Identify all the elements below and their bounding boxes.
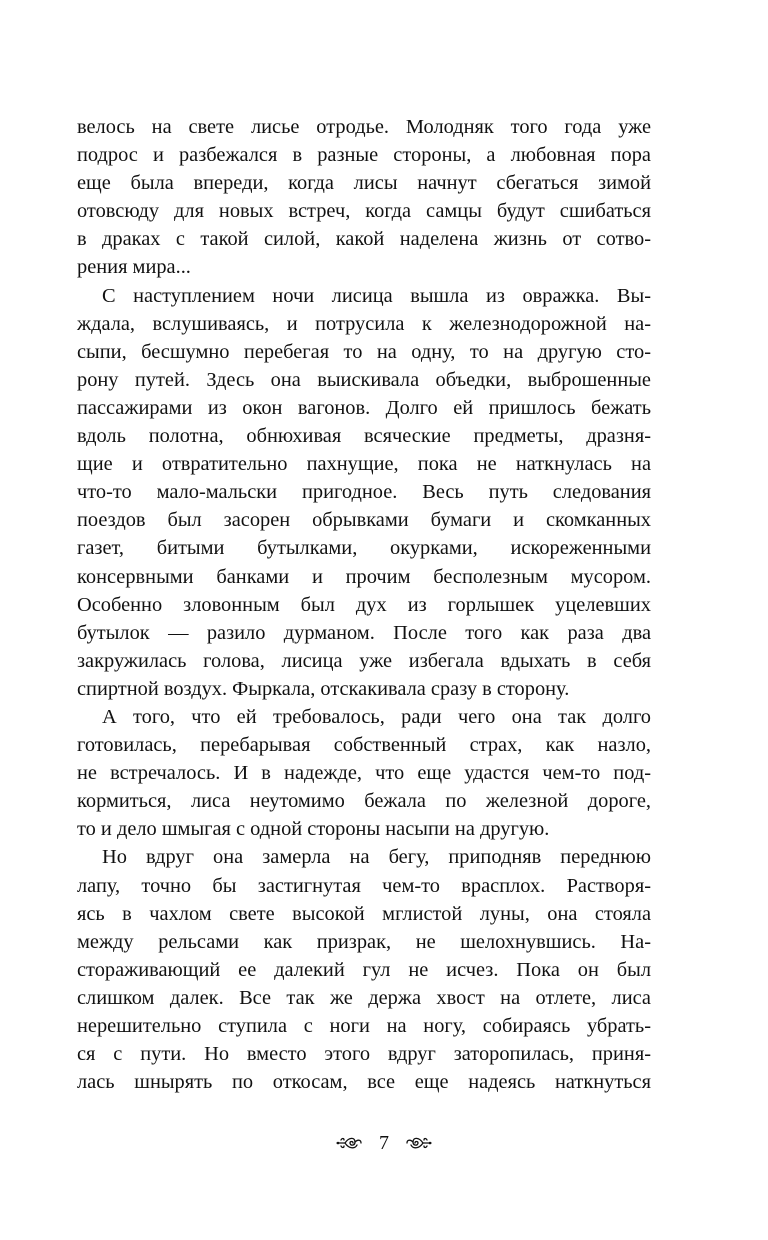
text-line: кормиться, лиса неутомимо бежала по железной дороге, — [77, 790, 651, 813]
text-line: С наступлением ночи лисица вышла из овражка. Вы- — [102, 284, 651, 307]
text-line: что-то мало-мальски пригодное. Весь путь следования — [77, 481, 651, 504]
text-line: газет, битыми бутылками, окурками, искореженными — [77, 537, 651, 560]
page-footer — [0, 1128, 768, 1158]
text-line: вдоль полотна, обнюхивая всяческие предметы, дразня- — [77, 425, 651, 448]
text-line: рения мира... — [77, 256, 191, 279]
text-line: ясь в чахлом свете высокой мглистой луны, она стояла — [77, 902, 651, 925]
text-line: между рельсами как призрак, не шелохнувшись. На- — [77, 930, 651, 953]
text-line: то и дело шмыгая с одной стороны насыпи на другую. — [77, 818, 550, 841]
text-line: не встречалось. И в надежде, что еще удастся чем-то под- — [77, 762, 651, 785]
text-line: отовсюду для новых встреч, когда самцы будут сшибаться — [77, 200, 651, 223]
text-line: бутылок — разило дурманом. После того как раза два — [77, 621, 651, 644]
text-line: поездов был засорен обрывками бумаги и скомканных — [77, 509, 651, 532]
text-line: сыпи, бесшумно перебегая то на одну, то на другую сто- — [77, 340, 651, 363]
text-line: готовилась, перебарывая собственный страх, как назло, — [77, 734, 651, 757]
text-line: подрос и разбежался в разные стороны, а любовная пора — [77, 144, 651, 167]
body-text — [77, 113, 651, 1096]
text-line: слишком далек. Все так же держа хвост на отлете, лиса — [77, 986, 651, 1009]
scroll-ornament-icon — [405, 1132, 433, 1154]
text-line: рону путей. Здесь она выискивала объедки, выброшенные — [77, 368, 651, 391]
text-line: закружилась голова, лисица уже избегала вдыхать в себя — [77, 649, 651, 672]
page-number: 7 — [379, 1131, 389, 1154]
scroll-ornament-icon — [335, 1132, 363, 1154]
text-line: лапу, точно бы застигнутая чем-то врасплох. Растворя- — [77, 874, 651, 897]
text-line: Но вдруг она замерла на бегу, приподняв переднюю — [102, 846, 651, 869]
text-line: А того, что ей требовалось, ради чего она так долго — [102, 705, 651, 728]
text-line: еще была впереди, когда лисы начнут сбегаться зимой — [77, 172, 651, 195]
text-line: консервными банками и прочим бесполезным мусором. — [77, 565, 651, 588]
text-line: ждала, вслушиваясь, и потрусила к железнодорожной на- — [77, 312, 651, 335]
text-line: лась шнырять по откосам, все еще надеясь наткнуться — [77, 1071, 651, 1094]
text-line: щие и отвратительно пахнущие, пока не наткнулась на — [77, 453, 651, 476]
text-line: Особенно зловонным был дух из горлышек уцелевших — [77, 593, 651, 616]
text-line: ся с пути. Но вместо этого вдруг заторопилась, приня- — [77, 1043, 651, 1066]
text-line: велось на свете лисье отродье. Молодняк того года уже — [77, 116, 651, 138]
text-line: пассажирами из окон вагонов. Долго ей пришлось бежать — [77, 396, 651, 419]
text-line: спиртной воздух. Фыркала, отскакивала сразу в сторону. — [77, 677, 570, 700]
text-line: нерешительно ступила с ноги на ногу, собираясь убрать- — [77, 1015, 651, 1037]
text-line: стораживающий ее далекий гул не исчез. Пока он был — [77, 958, 651, 981]
text-line: в драках с такой силой, какой наделена жизнь от сотво- — [77, 228, 651, 251]
